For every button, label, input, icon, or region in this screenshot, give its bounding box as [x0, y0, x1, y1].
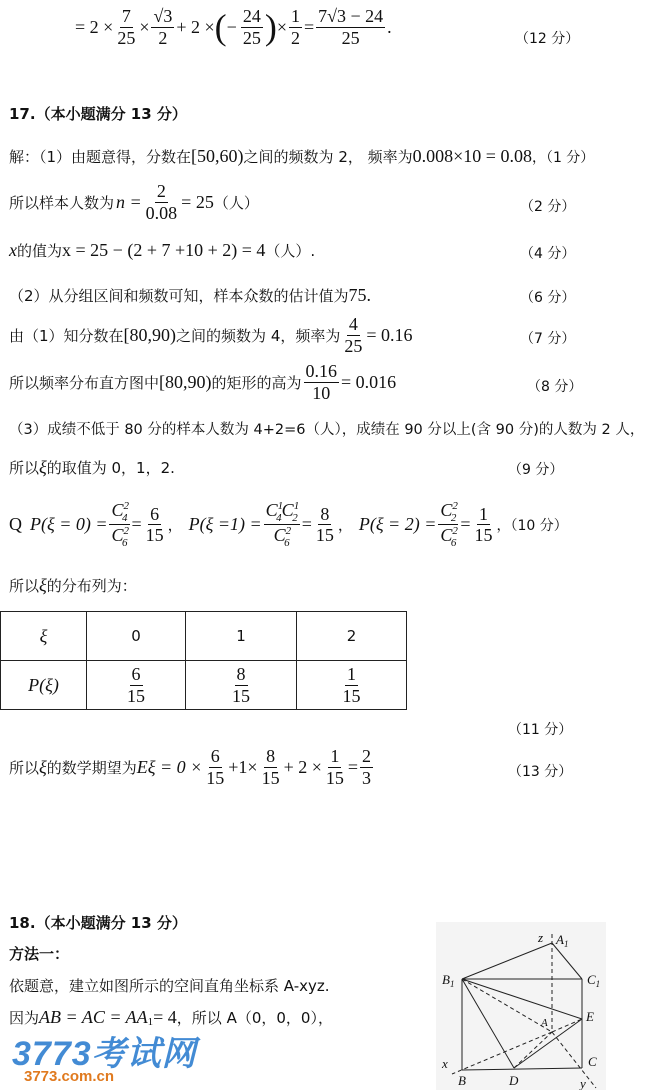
fraction: $\frac{7}{25}$ [117, 6, 136, 48]
q17-line-6: 所以频率分布直方图中 [80,90) 的矩形的高为 $\frac{0.16}{10}$ = 0.016 [9, 361, 397, 403]
label-B1: $B_1$ [442, 972, 455, 989]
score-label: （11 分） [508, 722, 573, 738]
fraction: $\frac{6}{15}$ [145, 503, 164, 546]
fraction: $\frac{7√3 - 24}{25}$ [318, 6, 384, 48]
question-18-heading: 18.（本小题满分 13 分） [9, 914, 187, 932]
label-A1: $A_1$ [556, 932, 569, 949]
q17-line-9: Q P(ξ = 0) = $\frac{C^2_4}{C^2_6}$ = $\frac{6}{15}$ ， P(ξ =1) = $\frac{C^1_4C^1_2}{C^2_6}$ = $\frac{8}{15}$ ， P(ξ = 2) = $\frac{C^2_2}{C^2_6}$ = $\frac{1}{15}$ ，（10 分） [9, 500, 568, 549]
table-cell: $\frac{1}{15}$ [297, 661, 407, 710]
watermark-logo: 3773考试网 [12, 1035, 197, 1073]
score-label: （9 分） [508, 462, 564, 478]
method-label: 方法一： [9, 945, 70, 963]
q17-line-8: 所以 ξ 的取值为 0，1，2. [9, 457, 175, 477]
table-cell: 2 [297, 612, 407, 661]
label-E: E [586, 1009, 594, 1024]
label-C: C [588, 1054, 597, 1069]
fraction: $\frac{8}{15}$ [261, 746, 280, 788]
fraction: $\frac{√3}{2}$ [153, 6, 173, 48]
score-label: （4 分） [520, 246, 576, 262]
fraction: $\frac{0.16}{10}$ [305, 361, 338, 403]
fraction: $\frac{C^1_4C^1_2}{C^2_6}$ [265, 500, 300, 549]
table-cell: $\frac{6}{15}$ [87, 661, 186, 710]
q17-line-1: 解：（1）由题意得，分数在 [50,60) 之间的频数为 2， 频率为 0.008×10 = 0.08 ，（1 分） [9, 146, 595, 166]
label-C1: $C_1$ [587, 972, 601, 989]
q17-line-3: x 的值为 x = 25 − (2 + 7 +10 + 2) = 4 （人）. [9, 240, 316, 260]
label-A: A [541, 1017, 548, 1029]
q17-line-10: 所以 ξ 的分布列为： [9, 575, 137, 595]
fraction: $\frac{C^2_2}{C^2_6}$ [440, 500, 458, 549]
score-label: （6 分） [520, 290, 576, 306]
q17-line-7: （3）成绩不低于 80 分的样本人数为 4+2=6（人），成绩在 90 分以上(含 90 分)的人数为 2 人， [9, 422, 645, 438]
q17-line-2: 所以样本人数为 n = $\frac{2}{0.08}$ = 25 （人） [9, 181, 259, 223]
fraction: $\frac{8}{15}$ [315, 503, 334, 546]
right-paren: ) [264, 7, 277, 48]
table-cell: 0 [87, 612, 186, 661]
table-row [1, 661, 407, 710]
fraction: $\frac{2}{3}$ [362, 746, 372, 788]
table-cell: 1 [186, 612, 297, 661]
score-label: （7 分） [520, 331, 576, 347]
q17-line-12: 所以 ξ 的数学期望为 Eξ = 0 × $\frac{6}{15}$ +1× $\frac{8}{15}$ + 2 × $\frac{1}{15}$ = $\frac{2}{3}$ [9, 746, 372, 788]
label-y: y [580, 1076, 586, 1090]
label-D: D [509, 1073, 519, 1088]
fraction: $\frac{1}{15}$ [474, 503, 493, 546]
distribution-table [0, 611, 407, 710]
left-paren: ( [214, 7, 227, 48]
label-B: B [458, 1073, 466, 1088]
prism-figure [436, 922, 606, 1090]
fraction: $\frac{2}{0.08}$ [145, 181, 178, 223]
score-label: （8 分） [527, 379, 583, 395]
score-label: （13 分） [508, 764, 573, 780]
score-label: （12 分） [515, 31, 580, 47]
q17-line-4: （2）从分组区间和频数可知，样本众数的估计值为 75 . [9, 285, 372, 305]
table-row [1, 612, 407, 661]
fraction: $\frac{1}{15}$ [325, 746, 344, 788]
fraction: $\frac{24}{25}$ [242, 6, 261, 48]
q18-line-2: 因为 AB = AC = AA 1 = 4 ，所以 A（0，0，0）， [9, 1007, 333, 1028]
q17-line-5: 由（1）知分数在 [80,90) 之间的频数为 4，频率为 $\frac{4}{25}$ = 0.16 [9, 314, 413, 356]
table-cell: $\frac{8}{15}$ [186, 661, 297, 710]
fraction: $\frac{4}{25}$ [344, 314, 363, 356]
score-label: （2 分） [520, 199, 576, 215]
fraction: $\frac{C^2_4}{C^2_6}$ [111, 500, 129, 549]
table-cell: ξ [1, 612, 87, 661]
watermark-url: 3773.com.cn [24, 1068, 115, 1085]
label-x: x [442, 1056, 448, 1071]
label-z: z [538, 930, 544, 945]
top-formula: = 2 × $\frac{7}{25}$ × $\frac{√3}{2}$ + 2 × ( − $\frac{24}{25}$ ) × $\frac{1}{2}$ = $\frac{7√3 - 24}{25}$ . [75, 6, 392, 48]
q18-line-1: 依题意，建立如图所示的空间直角坐标系 A-xyz. [9, 977, 330, 995]
fraction: $\frac{1}{2}$ [290, 6, 300, 48]
fraction: $\frac{6}{15}$ [206, 746, 225, 788]
question-17-heading: 17.（本小题满分 13 分） [9, 105, 187, 123]
table-cell: P(ξ) [1, 661, 87, 710]
